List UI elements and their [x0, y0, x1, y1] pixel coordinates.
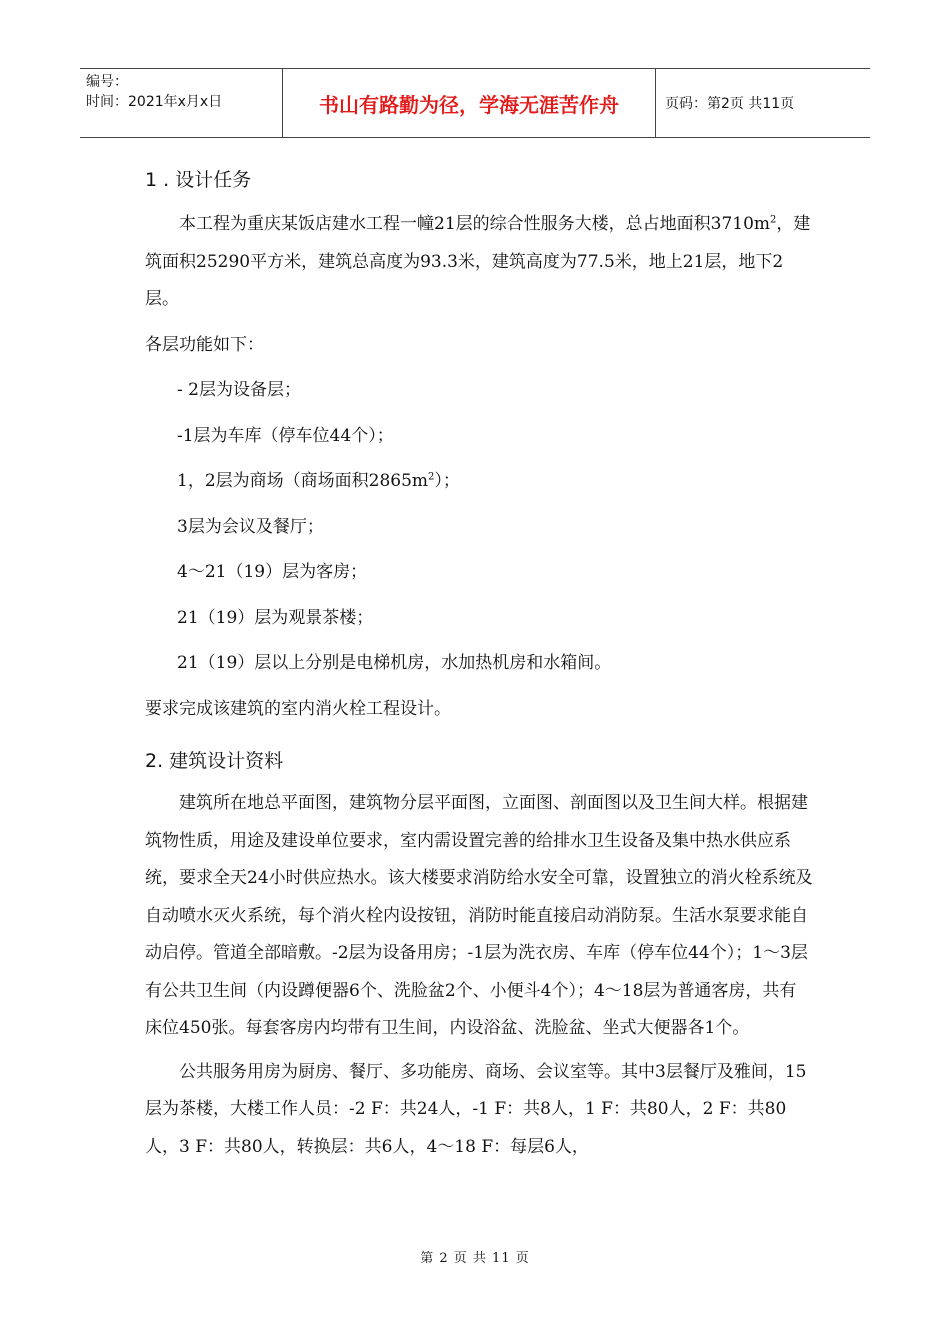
- superscript: 2: [770, 214, 777, 226]
- header-page-info: 页码：第2页 共11页: [665, 96, 795, 112]
- floor-item: 4～21（19）层为客房；: [177, 562, 368, 582]
- page-footer: 第 2 页 共 11 页: [420, 1251, 530, 1266]
- floor-item: 21（19）层以上分别是电梯机房，水加热机房和水箱间。: [177, 653, 612, 673]
- header-meta: [80, 69, 282, 137]
- document-body: [145, 165, 813, 1166]
- floor-item: [145, 463, 813, 501]
- section-1-title: 1 . 设计任务: [145, 169, 252, 191]
- page-header: [80, 68, 870, 138]
- superscript: 2: [428, 471, 435, 483]
- header-motto: 书山有路勤为径，学海无涯苦作舟: [282, 69, 656, 137]
- floor-text: 1，2层为商场（商场面积2865m: [177, 471, 429, 491]
- floor-item: -1层为车库（停车位44个）；: [177, 425, 394, 446]
- requirement: 要求完成该建筑的室内消火栓工程设计。: [145, 698, 451, 719]
- section-2-title: 2. 建筑设计资料: [145, 750, 284, 772]
- para-text: 本工程为重庆某饭店建水工程一幢21层的综合性服务大楼，总占地面积3710m: [179, 214, 771, 234]
- section-1-para-1: [145, 206, 813, 319]
- floor-item: - 2层为设备层；: [177, 380, 301, 400]
- floor-item: 3层为会议及餐厅；: [177, 516, 324, 537]
- floor-item: 21（19）层为观景茶楼；: [177, 607, 374, 628]
- number-label: 编号：: [86, 74, 128, 90]
- floor-text: ）；: [434, 471, 460, 491]
- para-text: ，建筑面积25290平方米，建筑总高度为93.3米，建筑高度为77.5米，地上21层，地下2层。: [145, 214, 811, 309]
- section-2-para-2: 公共服务用房为厨房、餐厅、多功能房、商场、会议室等。其中3层餐厅及雅间，15层为茶楼，大楼工作人员：-2 F：共24人，-1 F：共8人，1 F：共80人，2 F：共80人，3 F：共80人，转换层：共6人，4～18 F：每层6人，: [145, 1061, 807, 1157]
- section-2-para-1: 建筑所在地总平面图，建筑物分层平面图，立面图、剖面图以及卫生间大样。根据建筑物性质，用途及建设单位要求，室内需设置完善的给排水卫生设备及集中热水供应系统，要求全天24小时供应热水。该大楼要求消防给水安全可靠，设置独立的消火栓系统及自动喷水灭火系统，每个消火栓内设按钮，消防时能直接启动消防泵。生活水泵要求能自动启停。管道全部暗敷。-2层为设备用房；-1层为洗衣房、车库（停车位44个）；1～3层有公共卫生间（内设蹲便器6个、洗脸盆2个、小便斗4个）；4～18层为普通客房，共有床位450张。每套客房内均带有卫生间，内设浴盆、洗脸盆、坐式大便器各1个。: [145, 793, 813, 1038]
- date-label: 时间：2021年x月x日: [86, 94, 223, 110]
- floors-intro: 各层功能如下：: [145, 334, 264, 355]
